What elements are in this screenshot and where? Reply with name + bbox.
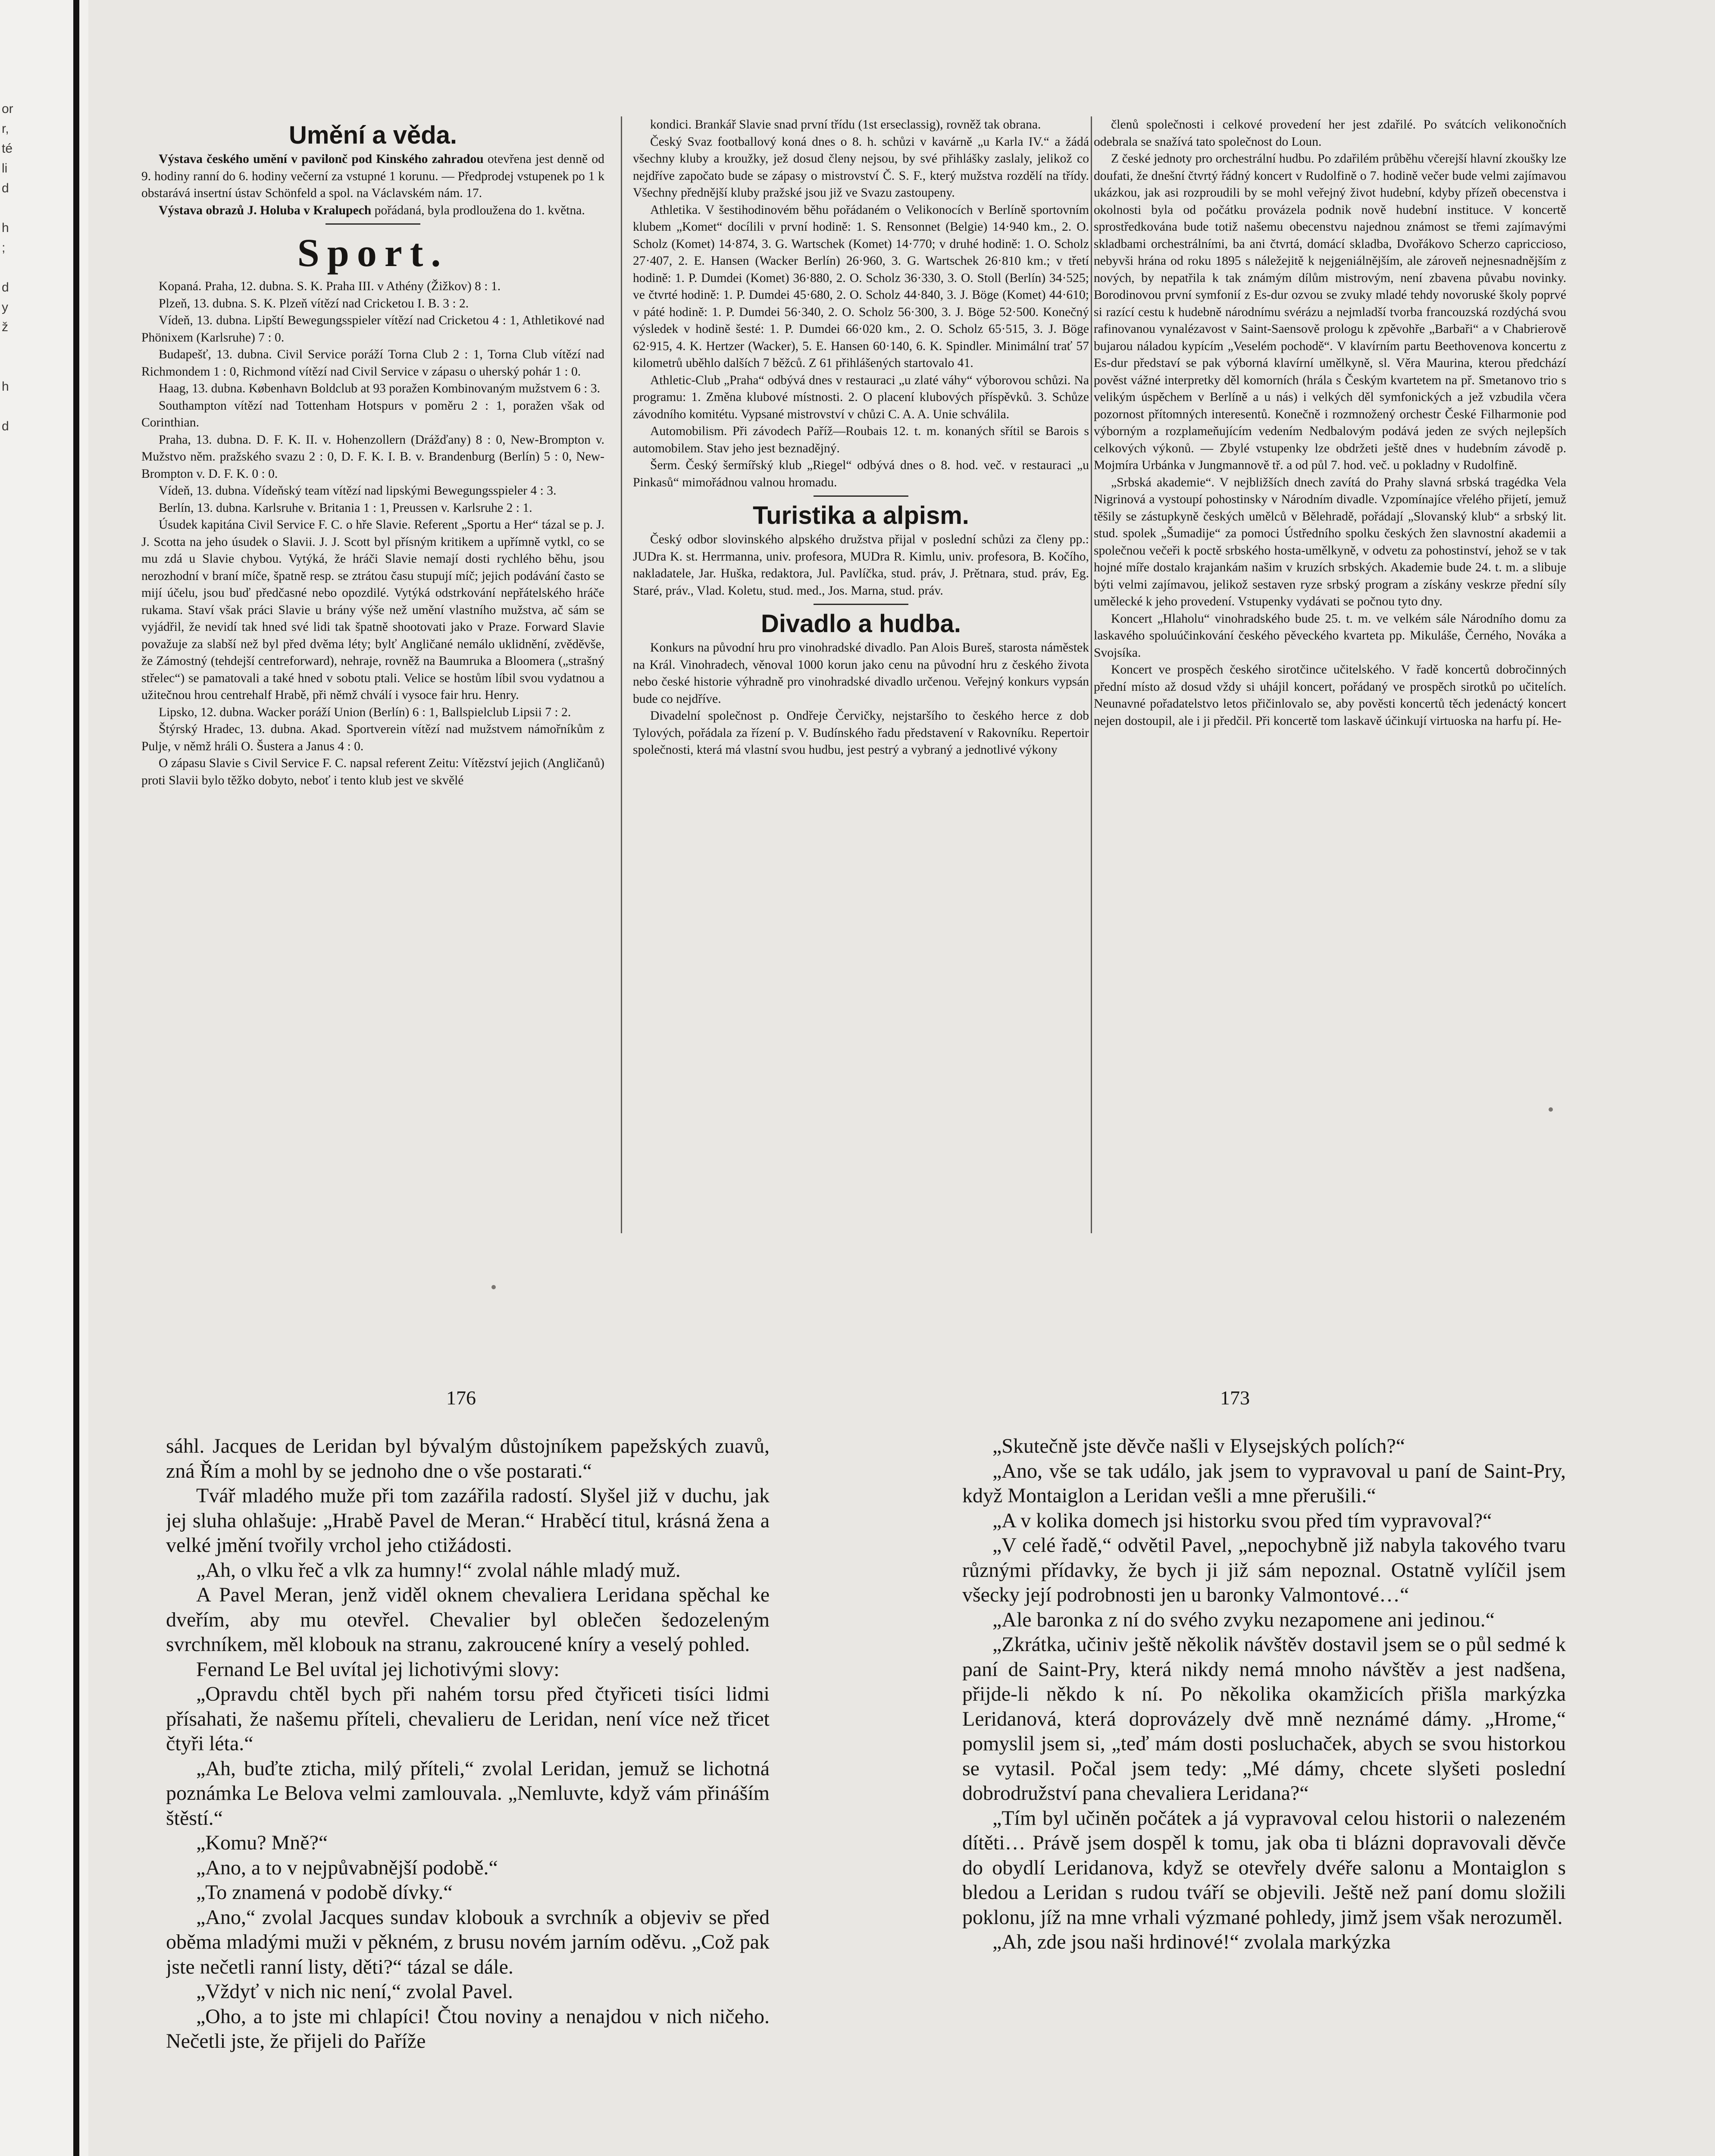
article-paragraph: Haag, 13. dubna. København Boldclub at 93 poražen Kombinovaným mužstvem 6 : 3. bbox=[159, 382, 601, 395]
article-paragraph: Berlín, 13. dubna. Karlsruhe v. Britania 1 : 1, Preussen v. Karlsruhe 2 : 1. bbox=[159, 501, 532, 515]
article-paragraph: „Ah, buďte zticha, milý příteli,“ zvolal Leridan, jemuž se lichotná poznámka Le Belova velmi zamlouvala. „Nemluvte, když vám přináším štěstí.“ bbox=[166, 1757, 770, 1830]
article-paragraph: Z české jednoty pro orchestrální hudbu. Po zdařilém průběhu včerejší hlavní zkoušky lze doufati, že dnešní čtvrtý řádný koncert v Rudolfině o 7. hodině večer bude velmi zajímavou ukázkou, jak asi rozproudili by se mohl veřejný život hudební, kdyby přízeň obecenstva i okolnosti byla od počátku provázela podnik nově hudební instituce. V koncertě sprostředkována bude totiž našemu obecenstvu najednou známost se třemi zajímavými skladbami orchestrálními, ba ani čtvrtá, domácí skladba, Dvořákovo Scherzo capriccioso, nebyvši hrána od roku 1895 s náležejitě k nejgeniálnějším, ale zároveň nejnesnadnějším z nových, by nepatřila k tak známým dílům mistrovým, není zbavena půvabu novinky. Borodinovou první symfonií z Es-dur ozvou se zvuky mladé tehdy novoruské školy poprvé si razící cestu k hudebně národnímu svérázu a nejmladší tvorba francouzská rozdýchá svou rafinovanou vynalézavost v Saint-Saensově prologu k zpěvohře „Barbaři“ a v Chabrierově bujarou náladou kypícím „Veselém pochodě“. V klavírním partu Beethovenova koncertu z Es-dur představí se pak výborná klavírní umělkyně, sl. Věra Maurina, kterou předchází pověst vážné interpretky děl komorních (hrála s Českým kvartetem na př. Smetanovo trio s velikým úspěchem v Berlíně a u nás) i velkých děl symfonických a jež vzbudila včera pozornost přítomných interesentů. Konečně i rozmnožený orchestr České Filharmonie pod výborným a rozplameňujícím vedením Nedbalovým podává jeden ze svých nejlepších celkových výkonů. — Zbylé vstupenky lze obdržeti ještě dnes v hudebním závodě p. Mojmíra Urbánka v Jungmannově tř. a od půl 7. hod. več. u pokladny v Rudolfině. bbox=[1094, 152, 1566, 472]
page-number-left: 176 bbox=[446, 1387, 476, 1409]
novel-column-right bbox=[962, 1434, 1566, 2156]
sport-list-cont bbox=[633, 116, 1089, 491]
article-paragraph: „Komu? Mně?“ bbox=[196, 1831, 328, 1854]
newspaper-column-3 bbox=[1094, 116, 1566, 1263]
article-paragraph: A Pavel Meran, jenž viděl oknem chevaliera Leridana spěchal ke dveřím, aby mu otevřel. Chevalier byl oblečen šedozeleným svrchníkem, měl klobouk na stranu, zakroucené kníry a veselý pohled. bbox=[166, 1583, 770, 1656]
article-paragraph: Plzeň, 13. dubna. S. K. Plzeň vítězí nad Cricketou I. B. 3 : 2. bbox=[159, 296, 469, 310]
novel-list-left bbox=[166, 1434, 770, 2054]
section-heading-turistika: Turistika a alpism. bbox=[753, 501, 969, 530]
article-paragraph: Štýrský Hradec, 13. dubna. Akad. Sportverein vítězí nad mužstvem námořníkům z Pulje, v němž hráli O. Šustera a Janus 4 : 0. bbox=[141, 722, 604, 753]
article-paragraph: Šerm. Český šermířský klub „Riegel“ odbývá dnes o 8. hod. več. v restauraci „u Pinkasů“ mimořádnou valnou hromadu. bbox=[633, 458, 1089, 489]
music-list bbox=[1094, 116, 1566, 730]
binding-gutter bbox=[73, 0, 79, 2156]
section-heading-divadlo: Divadlo a hudba. bbox=[760, 610, 961, 638]
article-paragraph: Český Svaz footballový koná dnes o 8. h. schůzi v kavárně „u Karla IV.“ a žádá všechny kluby a kroužky, jež dosud členy nejsou, by své přihlášky zaslaly, jelikož co nejdříve započato bude se zápasy o mistrovství Č. S. F., který mužstva rozdělí na třídy. Všechny přednější kluby pražské jsou již ve Svazu zastoupeny. bbox=[633, 135, 1089, 200]
article-paragraph: Koncert ve prospěch českého sirotčince učitelského. V řadě koncertů dobročinných přední místo až dosud vždy si uhájil koncert, pořádaný ve prospěch sirotků po učitelích. Neunavné pořadatelstvo letos přičinlovalo se, aby pověsti koncertů těch jedenáctý koncert nejen dostoupil, ale i ji předčil. Při koncertě tom laskavě účinkují virtuoska na harfu pí. He- bbox=[1094, 663, 1566, 728]
article-paragraph: „Vždyť v nich nic není,“ zvolal Pavel. bbox=[196, 1980, 513, 2003]
article-paragraph: Tvář mladého muže při tom zazářila radostí. Slyšel již v duchu, jak jej sluha ohlašuje: „Hrabě Pavel de Meran.“ Hraběcí titul, krásná žena a velké jmění tvořily vrchol jeho ctižádosti. bbox=[166, 1484, 770, 1557]
article-paragraph: „V celé řadě,“ odvětil Pavel, „nepochybně již nabyla takového tvaru různými přídavky, že bych ji již sám nepoznal. Ostatně vylíčil jsem všecky její podrobnosti jen u baronky Valmontové…“ bbox=[962, 1534, 1566, 1606]
divider bbox=[325, 223, 420, 225]
article-paragraph: Automobilism. Při závodech Paříž—Roubais 12. t. m. konaných sřítil se Barois s automobilem. Stav jeho jest beznadějný. bbox=[633, 424, 1089, 455]
article-paragraph: Praha, 13. dubna. D. F. K. II. v. Hohenzollern (Drážďany) 8 : 0, New-Brompton v. Mužstvo něm. pražského svazu 2 : 0, D. F. K. I. B. v. Brandenburg (Berlín) 5 : 0, New-Brompton v. D. F. K. 0 : 0. bbox=[141, 432, 604, 481]
newspaper-column-1 bbox=[141, 116, 604, 1263]
divider bbox=[814, 495, 908, 497]
article-paragraph: „Oho, a to jste mi chlapíci! Čtou noviny a nenajdou v nich ničeho. Nečetli jste, že přijeli do Paříže bbox=[166, 2005, 770, 2053]
article-paragraph: „Ano, a to v nejpůvabnější podobě.“ bbox=[196, 1856, 498, 1879]
article-paragraph: sáhl. Jacques de Leridan byl bývalým důstojníkem papežských zuavů, zná Řím a mohl by se jednoho dne o vše postarati.“ bbox=[166, 1435, 770, 1482]
article-paragraph: „A v kolika domech jsi historku svou před tím vypravoval?“ bbox=[992, 1509, 1492, 1532]
article-paragraph: Úsudek kapitána Civil Service F. C. o hře Slavie. Referent „Sportu a Her“ tázal se p. J. J. Scotta na jeho úsudek o Slavii. J. J. Scott byl přísným kritikem a upřímně vytkl, co se mu zdá u Slavie chybou. Vytýká, že hráči Slavie nemají dosti rychlého běhu, jsou nerozhodní v braní míče, špatně resp. se ztrátou času stupují míč; jejich podávání často se mijí účelu, jsou buď předčasné nebo opozdilé. Vytýká odstrkování nepřátelského hráče rukama. Staví však práci Slavie u brány výše než umění vlastního mužstva, ač sám se vyjádřil, že nevidí tak hned své lidi tak špatně shootovati jako v Praze. Forward Slavie považuje za slabší než byl před dvěma léty; bylť Angličané nemálo uklidnění, zvěděvše, že Zámostný (tehdejší centreforward), nehraje, rovněž na Baumruka a Bloomera („strašný střelec“) se pamatovali a také hned v sobotu ptali. Velice se hostům líbil svou vydatnou a užitečnou hrou centrehalf Hrabě, při němž chválí i vysoce fair hru. Henry. bbox=[141, 518, 604, 702]
article-paragraph: O zápasu Slavie s Civil Service F. C. napsal referent Zeitu: Vítězství jejich (Angličanů) proti Slavii bylo těžko dobyto, neboť i tento klub jest ve skvělé bbox=[141, 756, 604, 787]
article-paragraph: kondici. Brankář Slavie snad první třídu (1st erseclassig), rovněž tak obrana. bbox=[650, 118, 1041, 132]
page-number-right: 173 bbox=[1220, 1387, 1250, 1409]
article-paragraph: „Ah, zde jsou naši hrdinové!“ zvolala markýzka bbox=[992, 1930, 1391, 1953]
divider bbox=[814, 604, 908, 605]
article-paragraph: Divadelní společnost p. Ondřeje Červičky, nejstaršího to českého herce z dob Tylových, pořádala za řízení p. V. Budínského řadu představení v Rakovníku. Repertoir společnosti, která má vlastní svou hudbu, jest pestrý a vybraný a jednotlivé výkony bbox=[633, 709, 1089, 757]
article-paragraph: Český odbor slovinského alpského družstva přijal v poslední schůzi za členy pp.: JUDra K. st. Herrmanna, univ. profesora, MUDra R. Kimlu, univ. profesora, B. Kočího, nakladatele, Jar. Huška, redaktora, Jul. Pavlíčka, stud. práv, J. Prětnara, stud. práv, Eg. Staré, práv., Vlad. Koletu, stud. med., Jos. Marna, stud. práv. bbox=[633, 533, 1089, 598]
article-paragraph: Southampton vítězí nad Tottenham Hotspurs v poměru 2 : 1, poražen však od Corinthian. bbox=[141, 398, 604, 429]
article-paragraph: „Srbská akademie“. V nejbližších dnech zavítá do Prahy slavná srbská tragédka Vela Nigrinová a vystoupí pohostinsky v Národním divadle. Vzpomínajíce vřelého přijetí, jemuž těšily se zástupkyně českých umělců v Bělehradě, pořádají „Slovanský klub“ a srbský lit. stud. spolek „Šumadije“ za pomoci Ústředního spolku českých žen slavnostní akademii a společnou večeři k poctě srbského hosta-umělkyně, v odvetu za pohostinství, jehož se v tak hojné míře dostalo krajankám našim v kruzích srbských. Akademie bude 24. t. m. a slibuje býti velmi zajímavou, jelikož sestaven ryze srbský program a získány veskrze přední síly umělecké k jeho provedení. Vstupenky vydávati se počnou tyto dny. bbox=[1094, 475, 1566, 608]
article-paragraph: Vídeň, 13. dubna. Vídeňský team vítězí nad lipskými Bewegungsspieler 4 : 3. bbox=[159, 484, 557, 498]
article-paragraph: Výstava českého umění v pavilonč pod Kinského zahradou otevřena jest denně od 9. hodiny ranní do 6. hodiny večerní za vstupné 1 korunu. — Předprodej vstupenek po 1 k obstarává insertní ústav Schönfeld a spol. na Václavském nám. 17. bbox=[141, 152, 604, 200]
article-paragraph: Lipsko, 12. dubna. Wacker poráží Union (Berlín) 6 : 1, Ballspielclub Lipsii 7 : 2. bbox=[159, 705, 571, 719]
speck bbox=[1549, 1107, 1553, 1112]
article-paragraph: Athletika. V šestihodinovém běhu pořádaném o Velikonocích v Berlíně sportovním klubem „Komet“ docílili v první hodině: 1. S. Rensonnet (Belgie) 14·940 km., 2. O. Scholz (Komet) 14·874, 3. G. Wartschek (Komet) 14·770; v druhé hodině: 1. O. Scholz 27·407, 2. E. Hansen (Wacker Berlín) 26·960, 3. G. Wartschek 26·810 km.; v třetí hodině: 1. P. Dumdei (Komet) 36·880, 2. O. Scholz 36·330, 3. O. Stoll (Berlín) 34·525; ve čtvrté hodině: 1. P. Dumdei 45·680, 2. O. Scholz 44·840, 3. J. Böge (Komet) 44·610; v páté hodině: 1. P. Dumdei 56·340, 2. O. Scholz 56·300, 3. J. Böge 52·500. Konečný výsledek v hodině šesté: 1. P. Dumdei 66·020 km., 2. O. Scholz 65·515, 3. J. Böge 62·915, 4. K. Hertzer (Wacker), 5. E. Hansen 60·140, 6. K. Spindler. Minimální trať 57 kilometrů uběhlo dalších 7 běžců. Z 61 přihlášených startovalo 41. bbox=[633, 203, 1089, 370]
novel-column-left bbox=[166, 1434, 770, 2156]
article-paragraph: „Ano, vše se tak událo, jak jsem to vypravoval u paní de Saint-Pry, když Montaiglon a Leridan vešli a mne přerušili.“ bbox=[962, 1459, 1566, 1507]
sport-list bbox=[141, 278, 604, 789]
margin-fragments: or r, té li d h ; d y ž h d bbox=[2, 102, 13, 433]
newspaper-column-2 bbox=[633, 116, 1089, 1263]
article-paragraph: Kopaná. Praha, 12. dubna. S. K. Praha III. v Athény (Žižkov) 8 : 1. bbox=[159, 279, 501, 293]
speck bbox=[491, 1285, 496, 1289]
article-paragraph: Athletic-Club „Praha“ odbývá dnes v restauraci „u zlaté váhy“ výborovou schůzi. Na programu: 1. Změna klubové místnosti. 2. O placení klubových příspěvků. 3. Schůze závodního komitétu. Vypsané mistrovství v chůzi C. A. A. Unie schválila. bbox=[633, 373, 1089, 421]
column-rule bbox=[1091, 116, 1092, 1233]
article-paragraph: „To znamená v podobě dívky.“ bbox=[196, 1881, 453, 1904]
article-paragraph: „Tím byl učiněn počátek a já vypravoval celou historii o nalezeném dítěti… Právě jsem dospěl k tomu, jak oba ti blázni dopravovali děvče do obydlí Leridanova, když se otevřely dvéře salonu a Montaiglon s bledou a Leridan s rudou tváří se objevili. Ještě než paní domu složili poklonu, jíž na mne vrhali výzmané pohledy, jimž jsem však nerozuměl. bbox=[962, 1806, 1566, 1929]
article-paragraph: „Ale baronka z ní do svého zvyku nezapomene ani jedinou.“ bbox=[992, 1608, 1495, 1631]
column-rule bbox=[621, 116, 622, 1233]
article-paragraph: Koncert „Hlaholu“ vinohradského bude 25. t. m. ve velkém sále Národního domu za laskavého spoluúčinkování českého pěveckého kvarteta pp. Mikuláše, Černého, Nováka a Svojsíka. bbox=[1094, 611, 1566, 660]
article-paragraph: „Opravdu chtěl bych při nahém torsu před čtyřiceti tisíci lidmi přísahati, že našemu příteli, chevalieru de Leridan, není více než třicet čtyři léta.“ bbox=[166, 1683, 770, 1755]
article-paragraph: členů společnosti i celkové provedení her jest zdařilé. Po svátcích velikonočních odebrala se snažívá tato společnost do Loun. bbox=[1094, 118, 1566, 149]
section-heading-sport: Sport. bbox=[297, 231, 449, 275]
article-paragraph: „Ano,“ zvolal Jacques sundav klobouk a svrchník a objeviv se před oběma mladými muži v pěkném, z brusu novém jarním oděvu. „Což pak jste nečetli ranní listy, děti?“ tázal se dále. bbox=[166, 1905, 770, 1978]
article-paragraph: Budapešť, 13. dubna. Civil Service poráží Torna Club 2 : 1, Torna Club vítězí nad Richmondem 1 : 0, Richmond vítězí nad Civil Service v zápasu o uherský pohár 1 : 0. bbox=[141, 348, 604, 379]
article-paragraph: „Zkrátka, učiniv ještě několik návštěv dostavil jsem se o půl sedmé k paní de Saint-Pry, která nikdy nemá mnoho návštěv a jest nadšena, přijde-li někdo k ní. Po několika okamžicích přišla markýzka Leridanová, která doprovázely dvě mně neznámé dámy. „Hrome,“ pomyslil jsem si, „teď mám dosti posluchaček, abych se svou historkou se vytasil. Počal jsem tedy: „Mé dámy, chcete slyšeti poslední dobrodružství pana chevaliera Leridana?“ bbox=[962, 1633, 1566, 1805]
article-paragraph: „Ah, o vlku řeč a vlk za humny!“ zvolal náhle mladý muž. bbox=[196, 1558, 681, 1582]
article-paragraph: Konkurs na původní hru pro vinohradské divadlo. Pan Alois Bureš, starosta náměstek na Král. Vinohradech, věnoval 1000 korun jako cenu na původní hru z českého života nebo české historie výhradně pro vinohradské divadlo určenou. Veřejný konkurs vypsán bude co nejdříve. bbox=[633, 641, 1089, 706]
novel-list-right bbox=[962, 1434, 1566, 1955]
article-paragraph: Fernand Le Bel uvítal jej lichotivými slovy: bbox=[196, 1658, 560, 1681]
divadlo-list bbox=[633, 639, 1089, 759]
article-paragraph: Vídeň, 13. dubna. Lipští Bewegungsspieler vítězí nad Cricketou 4 : 1, Athletikové nad Phönixem (Karlsruhe) 7 : 0. bbox=[141, 313, 604, 345]
article-paragraph: Výstava obrazů J. Holuba v Kralupech pořádaná, byla prodloužena do 1. května. bbox=[159, 203, 585, 217]
section-heading-umeni: Umění a věda. bbox=[288, 121, 457, 149]
article-paragraph: „Skutečně jste děvče našli v Elysejských polích?“ bbox=[992, 1435, 1405, 1457]
